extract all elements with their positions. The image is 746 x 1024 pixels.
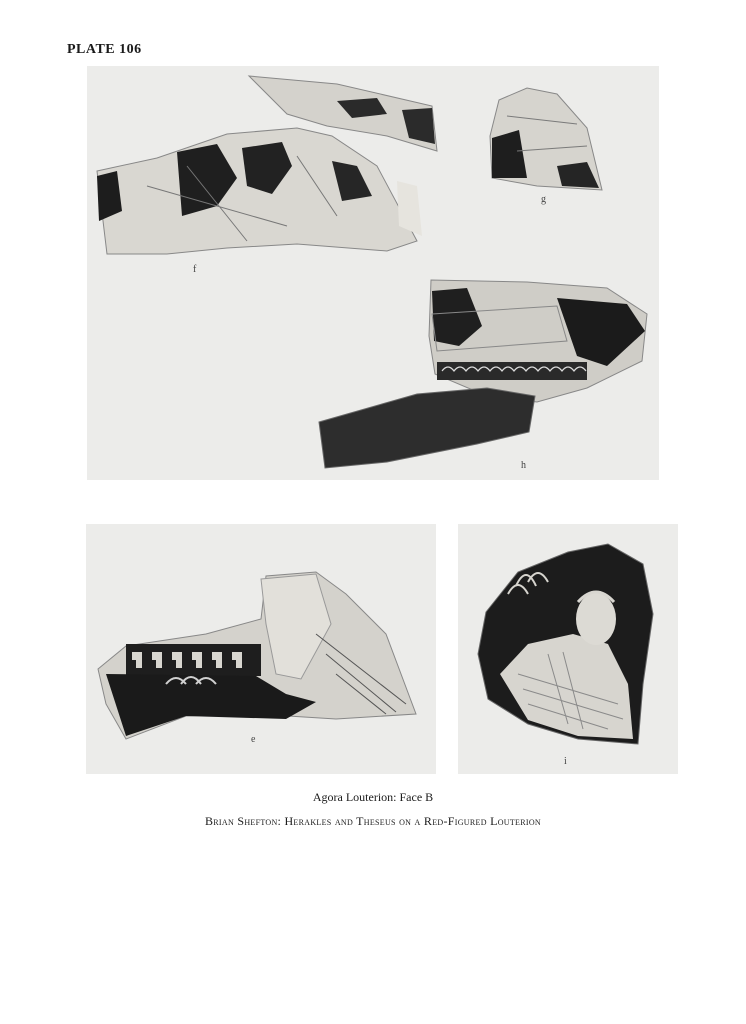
figure-letter-h: h [521,460,526,471]
figure-letter-i: i [564,756,567,767]
fragment-drawing-e [86,524,436,774]
figure-letter-e: e [251,734,256,745]
photo-fragment-i [458,524,678,774]
caption-subtitle: Agora Louterion: Face B [312,790,434,804]
plate-label: PLATE 106 [67,42,142,57]
fragment-g [490,88,602,190]
figure-letter-g: g [541,194,546,205]
photo-fragment-e [86,524,436,774]
caption-title: Brian Shefton: Herakles and Theseus on a Red-Figured Louterion [204,814,541,828]
fragment-f [97,76,437,254]
fragment-h [319,280,647,468]
figure-letter-f: f [193,264,197,275]
photo-upper-fragments [87,66,659,480]
fragment-drawings-upper [87,66,659,480]
fragment-drawing-i [458,524,678,774]
